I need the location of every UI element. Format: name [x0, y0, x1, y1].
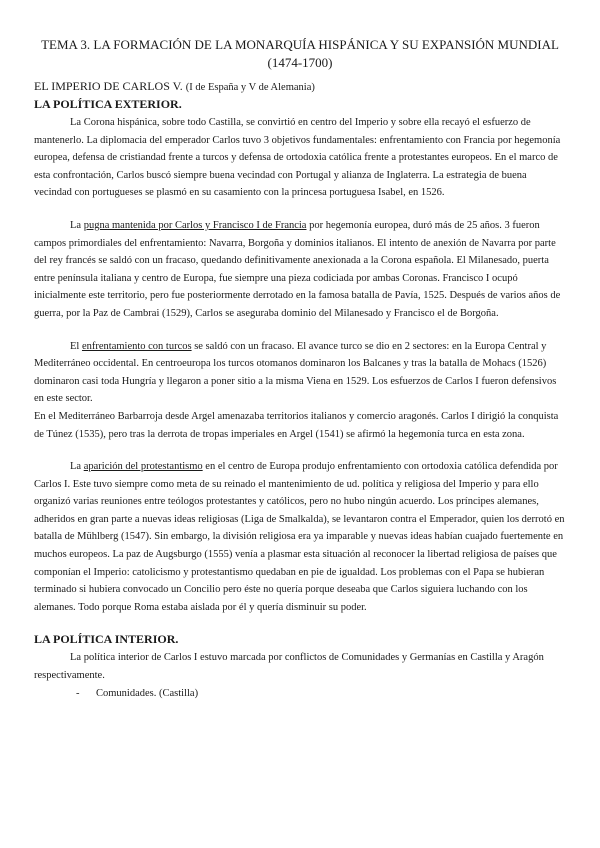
chapter-heading [34, 78, 566, 96]
paragraph-3 [34, 338, 566, 408]
paragraph-2-body: por hegemonía europea, duró más de 25 años. 3 fueron campos primordiales del enfrentamiento: Navarra, Borgoña y dominios italianos. El intento de anexión de Navarra por parte del rey francés se saldó con un fracaso, quedando definitivamente anexionada a la Corona española. El Milanesado, puerta entre península italiana y centro de Europa, fue siempre una pieza codiciada por ambas Coronas. Francisco I ocupó inicialmente este territorio, pero fue posteriormente derrotado en la famosa batalla de Pavía, 1525. Después de varios años de guerra, por la Paz de Cambrai (1529), Carlos se aseguraba dominio del Milanesado y Francisco el de Borgoña. [34, 219, 561, 319]
paragraph-2-underlined: pugna mantenida por Carlos y Francisco I de Francia [83, 219, 307, 231]
paragraph-6: La política interior de Carlos I estuvo marcada por conflictos de Comunidades y Germanías en Castilla y Aragón respectivamente. [34, 652, 544, 682]
list-item-text: Comunidades. (Castilla) [96, 687, 199, 699]
paragraph-3-body: se saldó con un fracaso. El avance turco se dio en 2 sectores: en la Europa Central y Mediterráneo occidental. En centroeuropa los turcos otomanos dominaron los Balcanes y tras la batalla de Mohacs (1526) dominaron casi toda Hungría y llegaron a poner sitio a la misma Viena en 1529. Los esfuerzos de Carlos I fueron defensivos en este sector. [34, 340, 557, 405]
chapter-heading-note: (I de España y V de Alemania) [185, 82, 315, 93]
chapter-heading-main: EL IMPERIO DE CARLOS V. [34, 79, 183, 93]
document-title: TEMA 3. LA FORMACIÓN DE LA MONARQUÍA HISPÁNICA Y SU EXPANSIÓN MUNDIAL (1474-1700) [41, 37, 559, 70]
paragraph-3-lead: El [70, 340, 82, 352]
paragraph-5-body: en el centro de Europa produjo enfrentamiento con ortodoxia católica defendida por Carlos I. Este tuvo siempre como meta de su reinado el mantenimiento de ud. política y religiosa del Imperio y para ello organizó varias reuniones entre teólogos protestantes y católicos, pero no hubo ningún acuerdo. Los príncipes alemanes, adheridos en gran parte a nuevas ideas religiosas (Liga de Smalkalda), se levantaron contra el Emperador, quien los derrotó en batalla de Mühlberg (1547). Sin embargo, la división religiosa era ya imparable y nuevas ideas habían cuajado fuertemente en muchos europeos. La paz de Augsburgo (1555) venía a plasmar esta situación al reconocer la libertad religiosa de países que componían el Imperio: catolicismo y protestantismo quedaban en pie de igualdad. Los problemas con el Papa se hubieran terminado si hubiera convocado un Concilio pero éste no quería porque deseaba que Carlos siguiera luchando con los alemanes. Todo porque Roma estaba aislada por él y quería disminuir su poder. [34, 461, 565, 613]
list-item [34, 685, 566, 702]
list-dash: - [76, 687, 80, 699]
paragraph-3-underlined: enfrentamiento con turcos [81, 340, 192, 352]
section-heading-interior: LA POLÍTICA INTERIOR. [34, 632, 179, 647]
paragraph-5-lead: La [70, 461, 84, 473]
paragraph-2-lead: La [70, 219, 84, 231]
paragraph-2 [34, 217, 566, 323]
paragraph-5-underlined: aparición del protestantismo [83, 461, 203, 473]
paragraph-4: En el Mediterráneo Barbarroja desde Argel amenazaba territorios italianos y comercio aragonés. Carlos I dirigió la conquista de Túnez (1535), pero tras la derrota de tropas imperiales en Argel (1541) se afirmó la hegemonía turca en esta zona. [34, 410, 559, 440]
paragraph-5 [34, 458, 566, 616]
paragraph-1: La Corona hispánica, sobre todo Castilla, se convirtió en centro del Imperio y sobre ella recayó el esfuerzo de mantenerlo. La diplomacia del emperador Carlos tuvo 3 objetivos fundamentales: enfrentamiento con Francia por hegemonía europea, defensa de cristiandad frente a turcos y defensa de ortodoxia católica frente a protestantes europeos. En el marco de esta confrontación, Carlos buscó siempre buena vecindad con Portugal y alianza de Inglaterra. La estrategia de buena vecindad con portugueses se plasmó en su casamiento con la princesa portuguesa Isabel, en 1526. [34, 117, 561, 199]
section-heading-exterior: LA POLÍTICA EXTERIOR. [34, 97, 182, 111]
